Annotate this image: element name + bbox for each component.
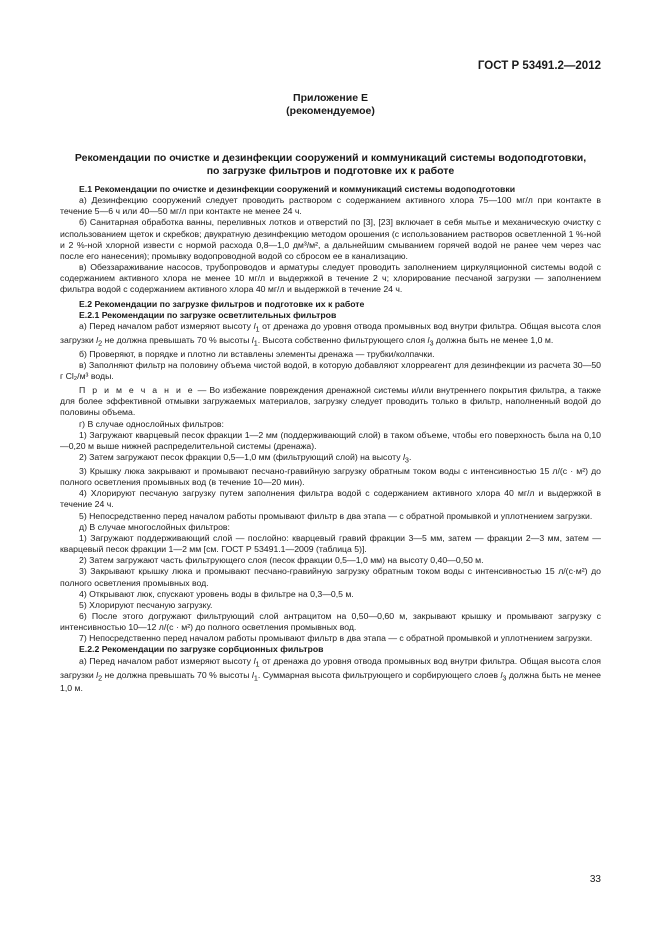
- single-layer-step-4: 4) Хлорируют песчаную загрузку путем заполнения фильтра водой с содержанием активного хлора 40 мг/л и выдержкой в течение 24 ч.: [60, 488, 601, 510]
- section-e1-item-a: а) Дезинфекцию сооружений следует проводить раствором с содержанием активного хлора 75—100 мг/л при контакте в течение 5—6 ч или 40—50 мг/л при контакте не менее 24 ч.: [60, 195, 601, 217]
- main-title-line-2: по загрузке фильтров и подготовке их к работе: [206, 165, 455, 177]
- note-paragraph: П р и м е ч а н и е — Во избежание повреждения дренажной системы и/или внутреннего покрытия фильтра, а также для более эффективной отмывки загружаемых материалов, загрузку следует проводить только в фильтр, наполненный водой до половины объема.: [60, 385, 602, 418]
- single-layer-step-2: 2) Затем загружают песок фракции 0,5—1,0 мм (фильтрующий слой) на высоту $l_3$.: [79, 452, 412, 465]
- note-label: П р и м е ч а н и е: [79, 385, 195, 396]
- single-layer-intro: г) В случае однослойных фильтров:: [79, 418, 224, 429]
- multi-layer-step-5: 5) Хлорируют песчаную загрузку.: [79, 599, 213, 610]
- document-body: [60, 184, 601, 695]
- page-number: 33: [589, 874, 601, 885]
- single-layer-step-1: 1) Загружают кварцевый песок фракции 1—2 мм (поддерживающий слой) в таком объеме, чтобы его поверхность была на 0,10—0,20 м выше нижней распределительной системы (дренажа).: [60, 429, 601, 451]
- section-e2-heading: Е.2 Рекомендации по загрузке фильтров и подготовке их к работе: [79, 298, 365, 309]
- section-e1-heading: Е.1 Рекомендации по очистке и дезинфекции сооружений и коммуникаций системы водоподготовки: [79, 184, 516, 194]
- document-code: ГОСТ Р 53491.2—2012: [477, 60, 601, 72]
- annex-subtitle: (рекомендуемое): [286, 105, 375, 117]
- subsection-e21-item-b: б) Проверяют, в порядке и плотно ли вставлены элементы дренажа — трубки/колпачки.: [79, 348, 435, 359]
- multi-layer-step-4: 4) Открывают люк, спускают уровень воды в фильтре на 0,3—0,5 м.: [79, 588, 354, 599]
- multi-layer-intro: д) В случае многослойных фильтров:: [79, 521, 230, 532]
- annex-title: Приложение Е: [293, 92, 368, 104]
- subsection-e22-item-a: а) Перед началом работ измеряют высоту $l_1$ от дренажа до уровня отвода промывных вод внутри фильтра. Общая высота слоя загрузки $l_2$ не должна превышать 70 % высоты $l_1$. Суммарная высота фильтрующего и сорбирующего слоев $l_3$ должна быть не менее 1,0 м.: [60, 655, 601, 694]
- multi-layer-step-1: 1) Загружают поддерживающий слой — послойно: кварцевый гравий фракции 3—5 мм, затем — фракции 2—3 мм, затем — кварцевый песок фракции 1—2 мм [см. ГОСТ Р 53491.1—2009 (таблица 5)].: [60, 532, 601, 555]
- multi-layer-step-3: 3) Закрывают крышку люка и промывают песчано-гравийную загрузку обратным током воды с интенсивностью 15 л/(с·м²) до полного осветления промывных вод.: [60, 566, 601, 588]
- single-layer-step-3: 3) Крышку люка закрывают и промывают песчано-гравийную загрузку обратным током воды с интенсивностью 15 л/(с · м²) до полного осветления промывных вод (в течение 10—20 мин).: [60, 465, 601, 488]
- multi-layer-step-7: 7) Непосредственно перед началом работы промывают фильтр в два этапа — с обратной промывкой и уплотнением загрузки.: [79, 633, 593, 644]
- main-title: [60, 152, 601, 178]
- subsection-e22-heading: Е.2.2 Рекомендации по загрузке сорбционных фильтров: [79, 644, 324, 655]
- section-e1-item-v: в) Обеззараживание насосов, трубопроводов и арматуры следует проводить заполнением циркуляционной системы водой с содержанием активного хлора не менее 10 мг/л и выдержкой в течение 2 ч; хлорирование песчаной загрузки — заполнением фильтра водой с содержанием активного хлора 40 мг/л и выдержкой в течение 24 ч.: [60, 262, 601, 295]
- multi-layer-step-2: 2) Затем загружают часть фильтрующего слоя (песок фракции 0,5—1,0 мм) на высоту 0,40—0,50 м.: [79, 555, 484, 566]
- section-e1-item-b: б) Санитарная обработка ванны, переливных лотков и отверстий по [3], [23] включает в себя мытье и механическую очистку с использованием щеток и скребков; двукратную дезинфекцию методом орошения (с использованием растворов осветленной 1 %-ной и 2 %-ной хлорной извести с нормой расхода 0,8—1,0 дм³/м², а дальнейшим смыванием горячей водой не ранее чем через час после его нанесения); промывку водопроводной водой со сбросом ее в канализацию.: [60, 217, 601, 261]
- subsection-e21-item-v: в) Заполняют фильтр на половину объема чистой водой, в которую добавляют хлорреагент для дезинфекции из расчета 30—50 г Cl₂/м³ воды.: [60, 359, 601, 381]
- single-layer-step-5: 5) Непосредственно перед началом работы промывают фильтр в два этапа — с обратной промывкой и уплотнением загрузки.: [79, 510, 593, 521]
- multi-layer-step-6: 6) После этого догружают фильтрующий слой антрацитом на 0,50—0,60 м, закрывают крышку и промывают загрузку с интенсивностью 10—12 л/(с · м²) до полного осветления промывных вод.: [60, 610, 601, 633]
- subsection-e21-heading: Е.2.1 Рекомендации по загрузке осветлительных фильтров: [79, 309, 337, 320]
- subsection-e21-item-a: а) Перед началом работ измеряют высоту $l_1$ от дренажа до уровня отвода промывных вод внутри фильтра. Общая высота слоя загрузки $l_2$ не должна превышать 70 % высоты $l_1$. Высота собственно фильтрующего слоя $l_3$ должна быть не менее 1,0 м.: [60, 320, 601, 348]
- main-title-line-1: Рекомендации по очистке и дезинфекции сооружений и коммуникаций системы водоподготовки,: [74, 152, 587, 164]
